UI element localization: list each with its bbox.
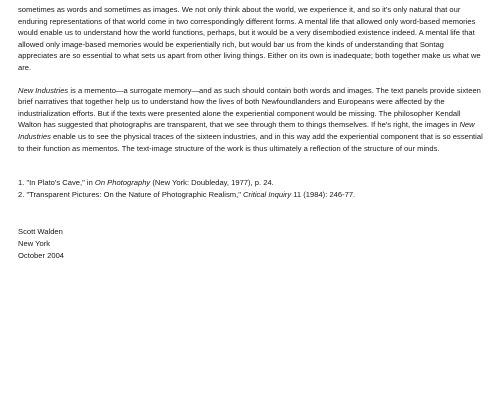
footnotes xyxy=(18,177,484,201)
footnote xyxy=(18,177,484,189)
footnote xyxy=(18,189,484,201)
work-title-italic: New Industries xyxy=(18,120,475,141)
footnote-text: (New York: Doubleday, 1977), p. 24. xyxy=(150,178,274,188)
footnote-number: 2. xyxy=(18,190,25,200)
footnote-text: "In Plato's Cave," in xyxy=(24,178,95,188)
paragraph-1: sometimes as words and sometimes as images. We not only think about the world, we experience it, and so it's only natural that our enduring representations of that world come in two correspondingly different forms. A mental life that allowed only word-based memories would enable us to understand how the world functions, perhaps, but it would be a very disembodied existence indeed. A mental life that allowed only image-based memories would be experientially rich, but would bar us from the kinds of understanding that Sontag appreciates are so essential to what sets us apart from other living things. Either on its own is inadequate; both together make us what we are. xyxy=(18,5,481,72)
author-location: New York xyxy=(18,239,51,249)
work-title-italic: New Industries xyxy=(18,85,69,95)
author-name: Scott Walden xyxy=(18,227,63,237)
footnote-text: 11 (1984): 246-77. xyxy=(291,190,356,200)
footnote-text: "Transparent Pictures: On the Nature of Photographic Realism," xyxy=(24,190,244,200)
paragraph-2-text-b: enable us to see the physical traces of the sixteen industries, and in this way add the experiential component that is so essential to their function as mementos. The text-image structure of the work is thus ultimately a reflection of the structure of our minds. xyxy=(18,131,483,153)
signature-block xyxy=(18,226,484,262)
paragraph-2-text-a: is a memento—a surrogate memory—and as such should contain both words and images. The text panels provide sixteen brief narratives that together help us to understand how the lives of both Newfoundlanders and Europeans were affected by the industrialization efforts. But if the texts were presented alone the experiential component would be missing. The philosopher Kendall Walton has suggested that photographs are transparent, that we see through them to things themselves. If he's right, the images in xyxy=(18,85,481,130)
paragraph-2 xyxy=(18,85,484,154)
signature-date: October 2004 xyxy=(18,251,65,261)
footnote-italic-title: Critical Inquiry xyxy=(243,190,292,200)
footnote-italic-title: On Photography xyxy=(94,178,151,188)
footnote-number: 1. xyxy=(18,178,25,188)
document-body xyxy=(18,4,484,262)
